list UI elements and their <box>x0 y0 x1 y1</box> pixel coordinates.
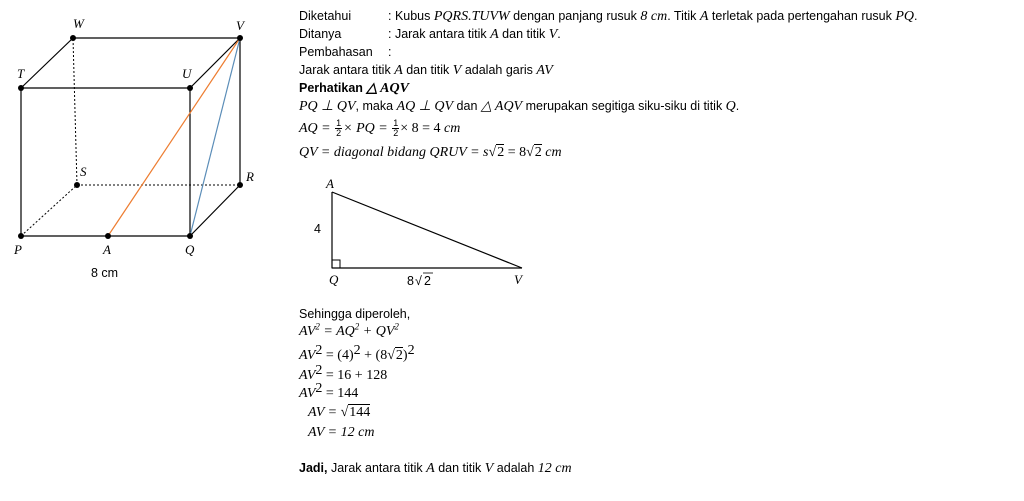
label-r: R <box>246 169 254 184</box>
l1-mid2: adalah garis <box>461 63 537 77</box>
aq-equation <box>299 119 460 138</box>
result-step-2: $AV^2 = (4)^2 + (8√2)^2$ <box>299 342 415 363</box>
given-point: A <box>699 9 709 24</box>
r2-a: = (4) <box>322 348 354 363</box>
vertex-t <box>18 85 24 91</box>
edge-tw <box>21 38 73 88</box>
label-v: V <box>236 18 244 33</box>
tri-side-qv-rad-sign: √ <box>415 274 422 287</box>
line-qv <box>190 38 240 236</box>
label-w: W <box>73 16 84 31</box>
r2-exp1: 2 <box>315 342 323 358</box>
r1-lhs: AV <box>299 324 316 339</box>
r1-a: = AQ <box>319 324 355 339</box>
l3-t2: dan <box>453 99 481 113</box>
r1-exp2: 2 <box>354 321 360 332</box>
line-av <box>108 38 240 236</box>
l1-seg: AV <box>536 63 553 78</box>
l5-lhs: QV = diagonal bidang QRUV = s <box>299 145 489 160</box>
edge-length-label: 8 cm <box>91 266 119 280</box>
given-cube-name: PQRS.TUVW <box>433 9 510 24</box>
r5-rad: 144 <box>349 405 371 420</box>
l5-rad2: 2 <box>534 145 542 160</box>
edge-ps <box>21 185 77 236</box>
asked-mid: dan titik <box>498 27 549 41</box>
given-end: . <box>914 9 918 23</box>
conclusion-p1: A <box>426 461 435 476</box>
conclusion-bold: Jadi, <box>299 461 328 475</box>
result-step-3 <box>299 362 388 383</box>
result-step-5: AV = √144 <box>308 405 371 420</box>
l4-mid: × PQ = <box>343 120 392 136</box>
perpendicular-line <box>299 99 739 114</box>
l1-p2: V <box>452 63 462 78</box>
vertex-a <box>105 233 111 239</box>
given-mid2: . Titik <box>667 9 700 23</box>
l2-tri: △ AQV <box>366 81 409 96</box>
asked-p1: A <box>490 27 499 42</box>
given-length: 8 cm <box>640 9 668 24</box>
l4-frac1-den: 2 <box>336 128 342 138</box>
r2-exp2: 2 <box>353 342 361 358</box>
label-p: P <box>14 242 22 257</box>
tri-label-q: Q <box>329 272 339 287</box>
vertex-r <box>237 182 243 188</box>
label-u: U <box>182 66 192 81</box>
l1-p1: A <box>394 63 403 78</box>
tri-side-av <box>332 192 522 268</box>
l3-tri: △ AQV <box>480 99 523 114</box>
asked-text <box>388 27 561 42</box>
conclusion-mid2: adalah <box>493 461 538 475</box>
conclusion-mid: dan titik <box>434 461 485 475</box>
r3-exp: 2 <box>315 362 323 378</box>
discussion-label: Pembahasan <box>299 45 373 59</box>
tri-label-a: A <box>326 177 334 191</box>
r5-lhs: AV = <box>308 405 341 420</box>
conclusion-p2: V <box>484 461 494 476</box>
l5-mid: = 8 <box>504 145 527 160</box>
result-step-4 <box>299 380 359 401</box>
result-intro: Sehingga diperoleh, <box>299 307 411 321</box>
vertex-s <box>74 182 80 188</box>
qv-equation: QV = diagonal bidang QRUV = s√2 = 8√2 cm <box>299 145 562 160</box>
conclusion-pre: Jarak antara titik <box>327 461 427 475</box>
r1-b: + QV <box>359 324 395 339</box>
vertex-q <box>187 233 193 239</box>
label-q: Q <box>185 242 195 257</box>
edge-qr <box>190 185 240 236</box>
result-step-6: AV = 12 cm <box>308 425 375 440</box>
line-av-statement <box>299 63 553 78</box>
r1-exp3: 2 <box>394 321 399 332</box>
l3-pt: Q <box>725 99 736 114</box>
right-angle-marker <box>332 260 340 268</box>
r2-rad: 2 <box>395 348 403 363</box>
edge-sw <box>73 38 77 185</box>
l2-bold: Perhatikan <box>299 81 367 95</box>
asked-pre: : Jarak antara titik <box>388 27 491 41</box>
tri-label-v: V <box>514 272 522 287</box>
r1-exp1: 2 <box>315 321 320 332</box>
l3-expr2: AQ ⊥ QV <box>396 99 454 114</box>
l3-end: . <box>735 99 740 113</box>
result-step-1 <box>299 321 399 339</box>
tri-side-aq-label: 4 <box>314 222 321 236</box>
r3-rest: = 16 + 128 <box>322 368 388 383</box>
r2-b: + (8 <box>360 348 388 363</box>
conclusion <box>299 461 572 476</box>
cube-figure <box>0 0 270 290</box>
l4-mid2: × 8 = 4 <box>400 120 444 136</box>
asked-end: . <box>557 27 561 41</box>
l4-frac1 <box>335 119 342 138</box>
conclusion-answer: 12 cm <box>537 461 572 476</box>
r3-lhs: AV <box>299 368 316 383</box>
label-t: T <box>17 66 25 81</box>
tri-side-qv-rad: 2 <box>424 274 431 287</box>
tri-side-qv-coef: 8 <box>407 274 414 287</box>
l3-t1: , maka <box>355 99 397 113</box>
l5-unit: cm <box>541 145 562 160</box>
observe-triangle <box>299 81 409 96</box>
l3-t3: merupakan segitiga siku-siku di titik <box>522 99 726 113</box>
l1-mid: dan titik <box>402 63 453 77</box>
vertex-w <box>70 35 76 41</box>
l5-rad1: 2 <box>497 145 505 160</box>
given-label: Diketahui <box>299 9 352 23</box>
label-a: A <box>103 242 111 257</box>
given-pre: : Kubus <box>388 9 434 23</box>
r4-exp: 2 <box>315 380 323 396</box>
l4-frac2 <box>392 119 399 138</box>
l4-unit: cm <box>444 120 461 136</box>
given-edge: PQ <box>895 9 915 24</box>
r4-lhs: AV <box>299 386 316 401</box>
l4-frac2-num: 1 <box>393 118 399 128</box>
discussion-colon: : <box>388 45 392 59</box>
vertex-u <box>187 85 193 91</box>
given-mid3: terletak pada pertengahan rusuk <box>708 9 896 23</box>
r2-exp3: 2 <box>407 342 415 358</box>
asked-p2: V <box>548 27 558 42</box>
r2-lhs: AV <box>299 348 316 363</box>
r4-rest: = 144 <box>322 386 359 401</box>
r2-c: ) <box>402 348 408 363</box>
given-mid1: dengan panjang rusuk <box>509 9 641 23</box>
triangle-figure <box>305 177 535 287</box>
vertex-p <box>18 233 24 239</box>
vertex-v <box>237 35 243 41</box>
l1-pre: Jarak antara titik <box>299 63 395 77</box>
l4-frac1-num: 1 <box>336 118 342 128</box>
label-s: S <box>80 164 87 179</box>
edge-uv <box>190 38 240 88</box>
l4-frac2-den: 2 <box>393 128 399 138</box>
l4-lhs: AQ = <box>299 120 335 136</box>
asked-label: Ditanya <box>299 27 342 41</box>
given-text <box>388 9 918 24</box>
l3-expr1: PQ ⊥ QV <box>299 99 356 114</box>
